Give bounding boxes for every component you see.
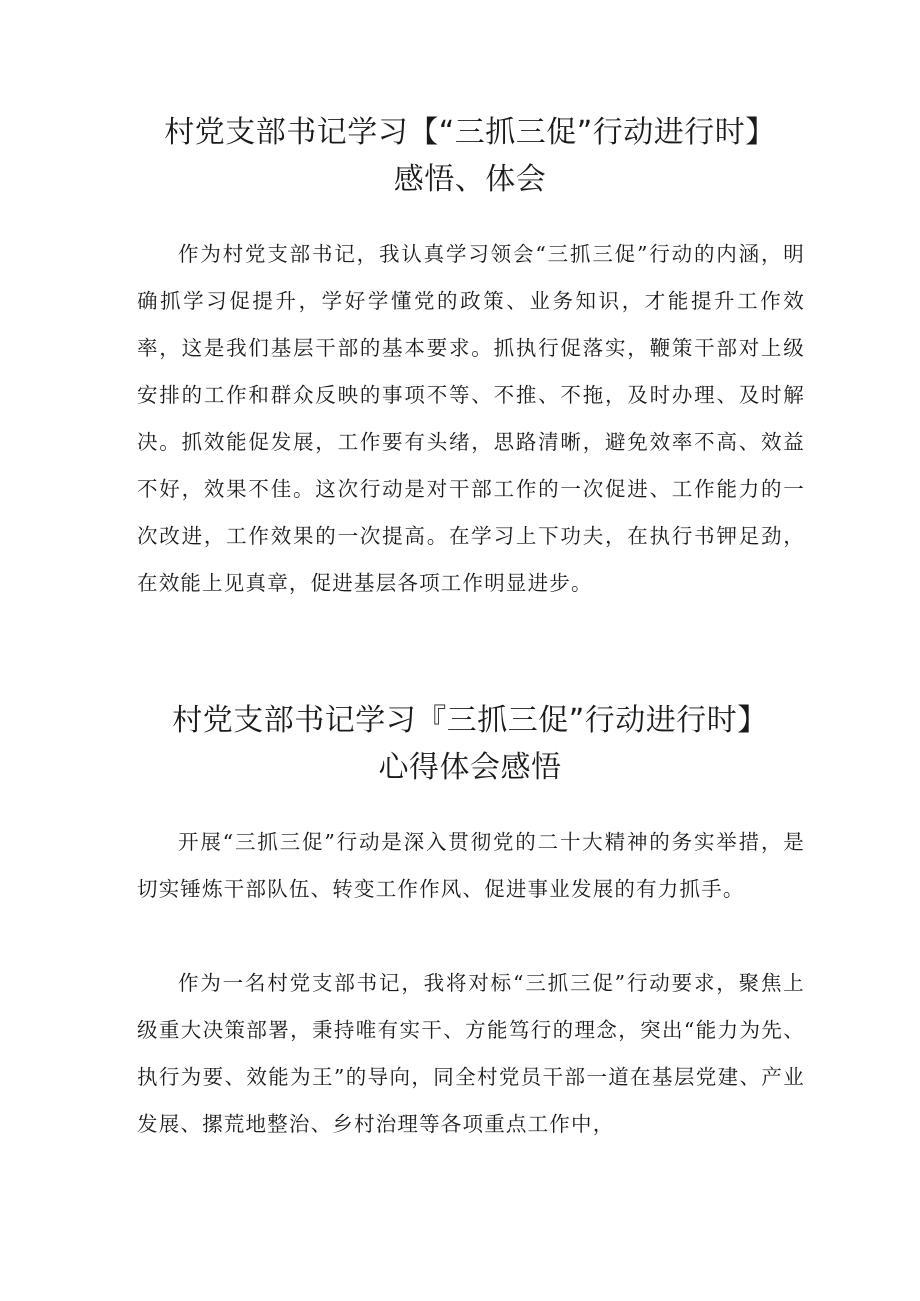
section-2-paragraph-2: 作为一名村党支部书记，我将对标“三抓三促”行动要求，聚焦上级重大决策部署，秉持唯有实干、方能笃行的理念，突出“能力为先、执行为要、效能为王”的导向，同全村党员干部一道在基层党建、产业发展、摞荒地整治、乡村治理等各项重点工作中， bbox=[137, 971, 805, 1136]
section-1-paragraph-1: 作为村党支部书记，我认真学习领会“三抓三促”行动的内涵，明确抓学习促提升，学好学懂党的政策、业务知识，才能提升工作效率，这是我们基层干部的基本要求。抓执行促落实，鞭策干部对上级安排的工作和群众反映的事项不等、不推、不拖，及时办理、及时解决。抓效能促发展，工作要有头绪，思路清晰，避免效率不高、效益不好，效果不佳。这次行动是对干部工作的一次促进、工作能力的一次改进，工作效果的一次提高。在学习上下功夫，在执行书钾足劲，在效能上见真章，促进基层各项工作明显进步。 bbox=[137, 242, 805, 595]
section-1-title bbox=[130, 109, 810, 203]
section-2-paragraph-1: 开展“三抓三促”行动是深入贯彻党的二十大精神的务实举措，是切实锤炼干部队伍、转变工作作风、促进事业发展的有力抓手。 bbox=[137, 830, 805, 901]
section-2-title-line-2: 心得体会感悟 bbox=[378, 750, 562, 785]
section-2-title-line-1: 村党支部书记学习『三抓三促”行动进行时】 bbox=[172, 703, 768, 738]
section-1-title-line-1: 村党支部书记学习【“三抓三促”行动进行时】 bbox=[164, 115, 776, 150]
section-2-title bbox=[130, 697, 810, 791]
section-1-title-line-2: 感悟、体会 bbox=[393, 162, 547, 197]
